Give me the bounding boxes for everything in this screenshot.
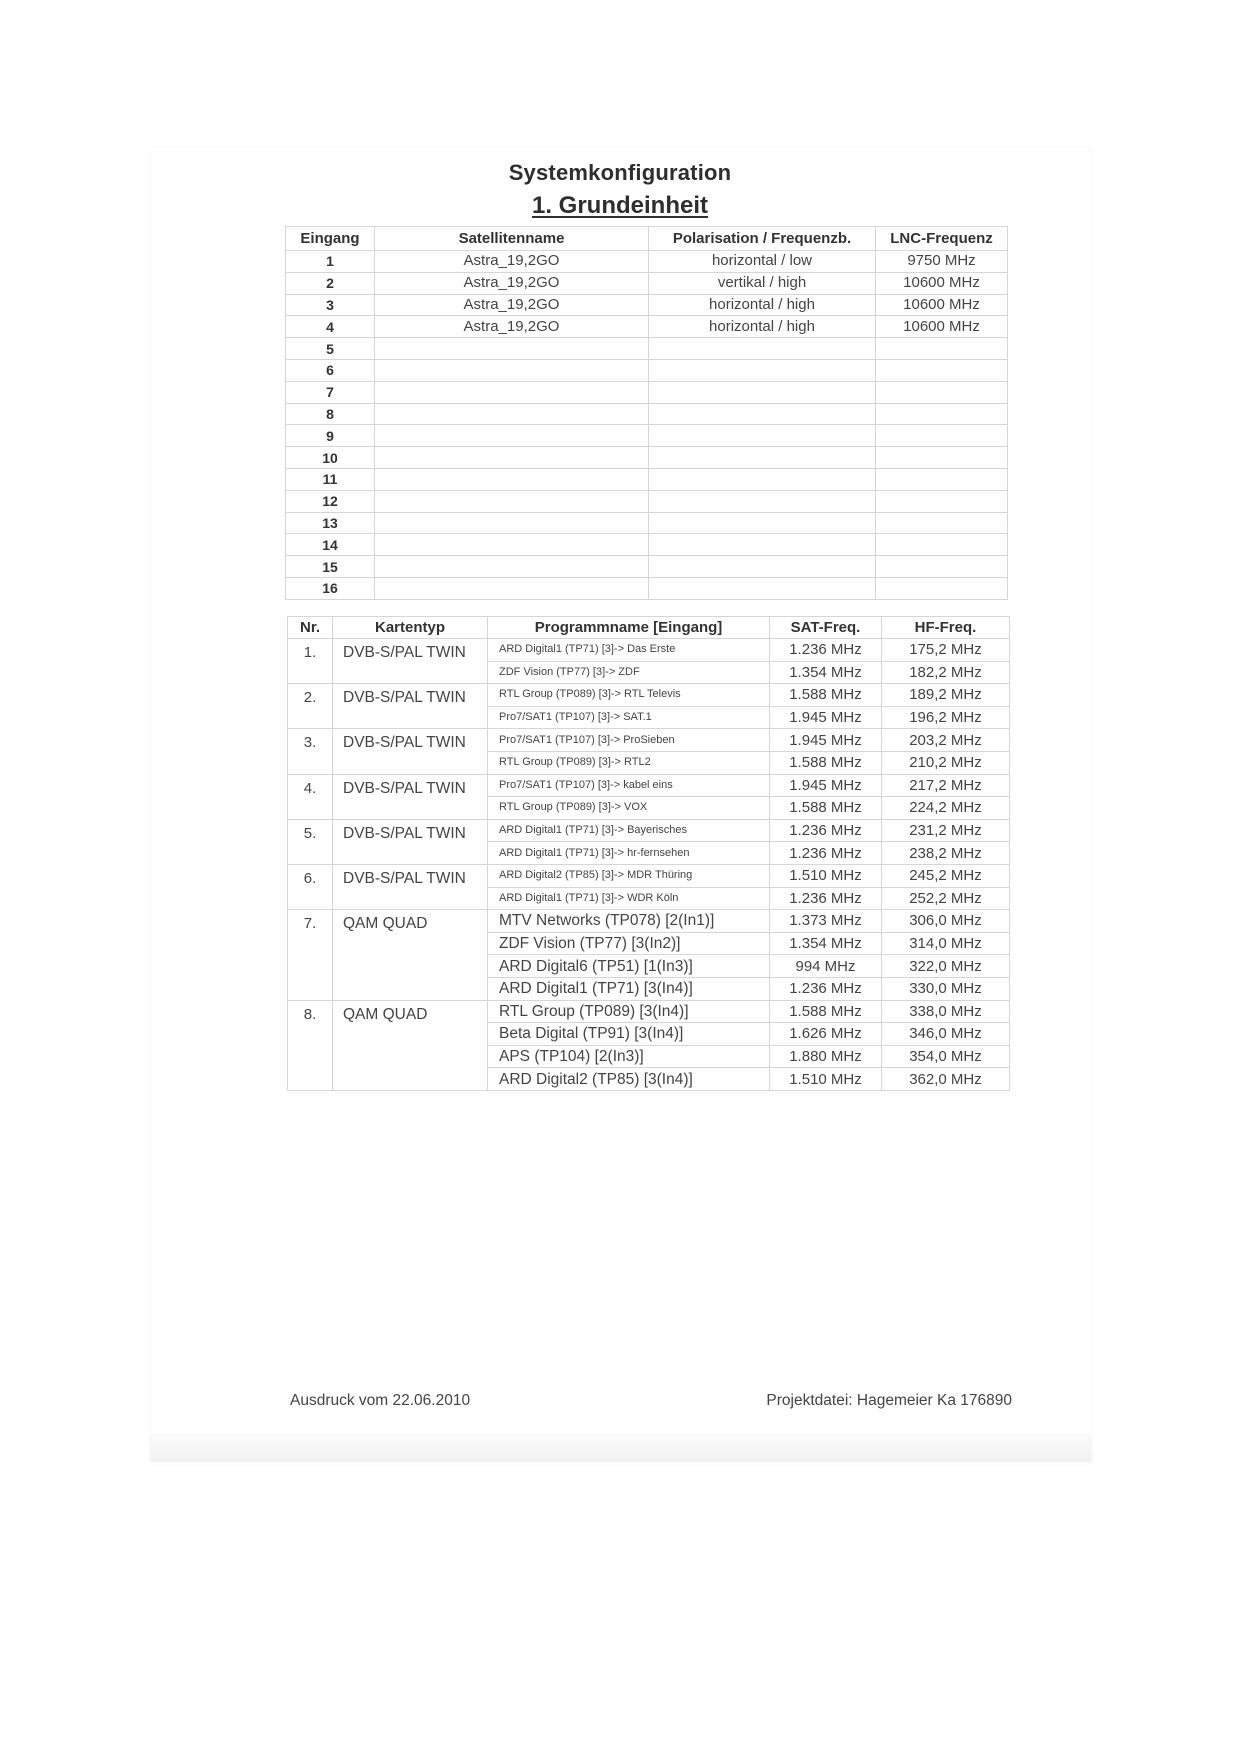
hf-frequency: 231,2 MHz xyxy=(882,819,1010,842)
sat-frequency: 1.945 MHz xyxy=(770,729,882,752)
polarisation xyxy=(649,403,876,425)
program-row xyxy=(288,910,1010,933)
program-name: Pro7/SAT1 (TP107) [3]-> kabel eins xyxy=(488,774,770,797)
input-number: 15 xyxy=(286,556,375,578)
cards-body xyxy=(288,639,1010,1091)
input-row xyxy=(286,403,1008,425)
program-name: APS (TP104) [2(In3)] xyxy=(488,1045,770,1068)
polarisation xyxy=(649,534,876,556)
polarisation: horizontal / low xyxy=(649,251,876,273)
hf-frequency: 354,0 MHz xyxy=(882,1045,1010,1068)
lnc-frequency xyxy=(876,403,1008,425)
card-type: DVB-S/PAL TWIN xyxy=(333,684,488,729)
satellite-name: Astra_19,2GO xyxy=(375,251,649,273)
sat-frequency: 1.588 MHz xyxy=(770,751,882,774)
lnc-frequency xyxy=(876,534,1008,556)
card-type: QAM QUAD xyxy=(333,1000,488,1090)
input-row xyxy=(286,251,1008,273)
program-row xyxy=(288,864,1010,887)
satellite-name xyxy=(375,425,649,447)
card-type: DVB-S/PAL TWIN xyxy=(333,639,488,684)
input-number: 9 xyxy=(286,425,375,447)
input-row xyxy=(286,512,1008,534)
sat-frequency: 1.588 MHz xyxy=(770,684,882,707)
cards-table xyxy=(287,616,1010,1091)
program-name: ARD Digital2 (TP85) [3]-> MDR Thüring xyxy=(488,864,770,887)
satellite-name xyxy=(375,490,649,512)
program-name: ARD Digital1 (TP71) [3]-> Bayerisches xyxy=(488,819,770,842)
input-row xyxy=(286,338,1008,360)
program-row xyxy=(288,639,1010,662)
polarisation xyxy=(649,338,876,360)
input-number: 8 xyxy=(286,403,375,425)
lnc-frequency xyxy=(876,468,1008,490)
document-title: Systemkonfiguration xyxy=(508,160,732,185)
document-subtitle: 1. Grundeinheit xyxy=(531,192,708,219)
lnc-frequency xyxy=(876,447,1008,469)
program-name: RTL Group (TP089) [3]-> RTL Televis xyxy=(488,684,770,707)
hf-frequency: 362,0 MHz xyxy=(882,1068,1010,1091)
program-row xyxy=(288,774,1010,797)
satellite-name: Astra_19,2GO xyxy=(375,272,649,294)
hf-frequency: 346,0 MHz xyxy=(882,1023,1010,1046)
program-name: ZDF Vision (TP77) [3(In2)] xyxy=(488,932,770,955)
polarisation xyxy=(649,556,876,578)
program-row xyxy=(288,684,1010,707)
inputs-header-row xyxy=(286,227,1008,251)
satellite-name: Astra_19,2GO xyxy=(375,316,649,338)
program-name: ARD Digital1 (TP71) [3]-> hr-fernsehen xyxy=(488,842,770,865)
lnc-frequency: 10600 MHz xyxy=(876,294,1008,316)
hf-frequency: 330,0 MHz xyxy=(882,977,1010,1000)
input-row xyxy=(286,534,1008,556)
input-number: 6 xyxy=(286,359,375,381)
card-number: 6. xyxy=(288,864,333,909)
satellite-name xyxy=(375,556,649,578)
polarisation xyxy=(649,381,876,403)
input-number: 2 xyxy=(286,272,375,294)
input-row xyxy=(286,425,1008,447)
col-sat-freq: SAT-Freq. xyxy=(770,617,882,639)
sat-frequency: 1.236 MHz xyxy=(770,819,882,842)
input-number: 3 xyxy=(286,294,375,316)
sat-frequency: 1.510 MHz xyxy=(770,1068,882,1091)
program-row xyxy=(288,819,1010,842)
program-name: ARD Digital1 (TP71) [3]-> WDR Köln xyxy=(488,887,770,910)
card-number: 7. xyxy=(288,910,333,1000)
hf-frequency: 182,2 MHz xyxy=(882,661,1010,684)
card-number: 1. xyxy=(288,639,333,684)
program-row xyxy=(288,729,1010,752)
lnc-frequency xyxy=(876,425,1008,447)
lnc-frequency xyxy=(876,381,1008,403)
inputs-body xyxy=(286,251,1008,600)
input-row xyxy=(286,316,1008,338)
program-name: Pro7/SAT1 (TP107) [3]-> ProSieben xyxy=(488,729,770,752)
input-row xyxy=(286,272,1008,294)
sat-frequency: 1.626 MHz xyxy=(770,1023,882,1046)
hf-frequency: 210,2 MHz xyxy=(882,751,1010,774)
input-number: 11 xyxy=(286,468,375,490)
card-type: DVB-S/PAL TWIN xyxy=(333,819,488,864)
col-hf-freq: HF-Freq. xyxy=(882,617,1010,639)
input-row xyxy=(286,381,1008,403)
hf-frequency: 245,2 MHz xyxy=(882,864,1010,887)
satellite-name xyxy=(375,359,649,381)
card-type: DVB-S/PAL TWIN xyxy=(333,864,488,909)
lnc-frequency xyxy=(876,556,1008,578)
program-name: RTL Group (TP089) [3(In4)] xyxy=(488,1000,770,1023)
input-number: 4 xyxy=(286,316,375,338)
lnc-frequency xyxy=(876,490,1008,512)
polarisation: vertikal / high xyxy=(649,272,876,294)
input-row xyxy=(286,468,1008,490)
hf-frequency: 314,0 MHz xyxy=(882,932,1010,955)
lnc-frequency xyxy=(876,577,1008,599)
lnc-frequency xyxy=(876,512,1008,534)
card-number: 8. xyxy=(288,1000,333,1090)
satellite-name xyxy=(375,381,649,403)
polarisation xyxy=(649,490,876,512)
sat-frequency: 1.510 MHz xyxy=(770,864,882,887)
card-number: 2. xyxy=(288,684,333,729)
col-programmname: Programmname [Eingang] xyxy=(488,617,770,639)
col-satellitenname: Satellitenname xyxy=(375,227,649,251)
program-name: ARD Digital1 (TP71) [3(In4)] xyxy=(488,977,770,1000)
polarisation: horizontal / high xyxy=(649,294,876,316)
satellite-name xyxy=(375,468,649,490)
card-number: 5. xyxy=(288,819,333,864)
lnc-frequency xyxy=(876,359,1008,381)
input-row xyxy=(286,556,1008,578)
program-name: ARD Digital2 (TP85) [3(In4)] xyxy=(488,1068,770,1091)
hf-frequency: 189,2 MHz xyxy=(882,684,1010,707)
project-file: Projektdatei: Hagemeier Ka 176890 xyxy=(766,1392,1012,1409)
input-row xyxy=(286,447,1008,469)
col-kartentyp: Kartentyp xyxy=(333,617,488,639)
satellite-name xyxy=(375,403,649,425)
program-name: ARD Digital6 (TP51) [1(In3)] xyxy=(488,955,770,978)
polarisation xyxy=(649,447,876,469)
polarisation xyxy=(649,359,876,381)
card-type: DVB-S/PAL TWIN xyxy=(333,729,488,774)
satellite-name xyxy=(375,338,649,360)
polarisation xyxy=(649,468,876,490)
program-row xyxy=(288,1000,1010,1023)
col-eingang: Eingang xyxy=(286,227,375,251)
sat-frequency: 1.354 MHz xyxy=(770,932,882,955)
card-type: QAM QUAD xyxy=(333,910,488,1000)
sat-frequency: 1.236 MHz xyxy=(770,887,882,910)
hf-frequency: 338,0 MHz xyxy=(882,1000,1010,1023)
hf-frequency: 217,2 MHz xyxy=(882,774,1010,797)
card-type: DVB-S/PAL TWIN xyxy=(333,774,488,819)
col-lnc-frequenz: LNC-Frequenz xyxy=(876,227,1008,251)
inputs-table xyxy=(285,226,1008,600)
lnc-frequency: 10600 MHz xyxy=(876,316,1008,338)
satellite-name xyxy=(375,512,649,534)
sat-frequency: 1.236 MHz xyxy=(770,639,882,662)
input-number: 7 xyxy=(286,381,375,403)
card-number: 3. xyxy=(288,729,333,774)
input-row xyxy=(286,577,1008,599)
lnc-frequency xyxy=(876,338,1008,360)
program-name: Pro7/SAT1 (TP107) [3]-> SAT.1 xyxy=(488,706,770,729)
program-name: Beta Digital (TP91) [3(In4)] xyxy=(488,1023,770,1046)
print-date: Ausdruck vom 22.06.2010 xyxy=(290,1392,471,1409)
program-name: ZDF Vision (TP77) [3]-> ZDF xyxy=(488,661,770,684)
input-number: 12 xyxy=(286,490,375,512)
lnc-frequency: 9750 MHz xyxy=(876,251,1008,273)
sat-frequency: 1.880 MHz xyxy=(770,1045,882,1068)
hf-frequency: 306,0 MHz xyxy=(882,910,1010,933)
sat-frequency: 1.588 MHz xyxy=(770,797,882,820)
input-number: 14 xyxy=(286,534,375,556)
polarisation xyxy=(649,577,876,599)
hf-frequency: 322,0 MHz xyxy=(882,955,1010,978)
input-number: 10 xyxy=(286,447,375,469)
cards-header-row xyxy=(288,617,1010,639)
sat-frequency: 1.945 MHz xyxy=(770,706,882,729)
input-number: 16 xyxy=(286,577,375,599)
sat-frequency: 1.373 MHz xyxy=(770,910,882,933)
sat-frequency: 994 MHz xyxy=(770,955,882,978)
polarisation xyxy=(649,425,876,447)
satellite-name xyxy=(375,577,649,599)
hf-frequency: 252,2 MHz xyxy=(882,887,1010,910)
input-row xyxy=(286,490,1008,512)
input-row xyxy=(286,359,1008,381)
hf-frequency: 175,2 MHz xyxy=(882,639,1010,662)
input-row xyxy=(286,294,1008,316)
satellite-name: Astra_19,2GO xyxy=(375,294,649,316)
program-name: MTV Networks (TP078) [2(In1)] xyxy=(488,910,770,933)
program-name: RTL Group (TP089) [3]-> VOX xyxy=(488,797,770,820)
polarisation xyxy=(649,512,876,534)
sat-frequency: 1.354 MHz xyxy=(770,661,882,684)
polarisation: horizontal / high xyxy=(649,316,876,338)
hf-frequency: 224,2 MHz xyxy=(882,797,1010,820)
sat-frequency: 1.236 MHz xyxy=(770,842,882,865)
input-number: 1 xyxy=(286,251,375,273)
col-nr: Nr. xyxy=(288,617,333,639)
card-number: 4. xyxy=(288,774,333,819)
lnc-frequency: 10600 MHz xyxy=(876,272,1008,294)
satellite-name xyxy=(375,534,649,556)
satellite-name xyxy=(375,447,649,469)
input-number: 13 xyxy=(286,512,375,534)
scan-strip xyxy=(150,1434,1092,1462)
sat-frequency: 1.945 MHz xyxy=(770,774,882,797)
program-name: RTL Group (TP089) [3]-> RTL2 xyxy=(488,751,770,774)
sat-frequency: 1.236 MHz xyxy=(770,977,882,1000)
input-number: 5 xyxy=(286,338,375,360)
col-polarisation: Polarisation / Frequenzb. xyxy=(649,227,876,251)
hf-frequency: 196,2 MHz xyxy=(882,706,1010,729)
program-name: ARD Digital1 (TP71) [3]-> Das Erste xyxy=(488,639,770,662)
hf-frequency: 238,2 MHz xyxy=(882,842,1010,865)
sat-frequency: 1.588 MHz xyxy=(770,1000,882,1023)
hf-frequency: 203,2 MHz xyxy=(882,729,1010,752)
